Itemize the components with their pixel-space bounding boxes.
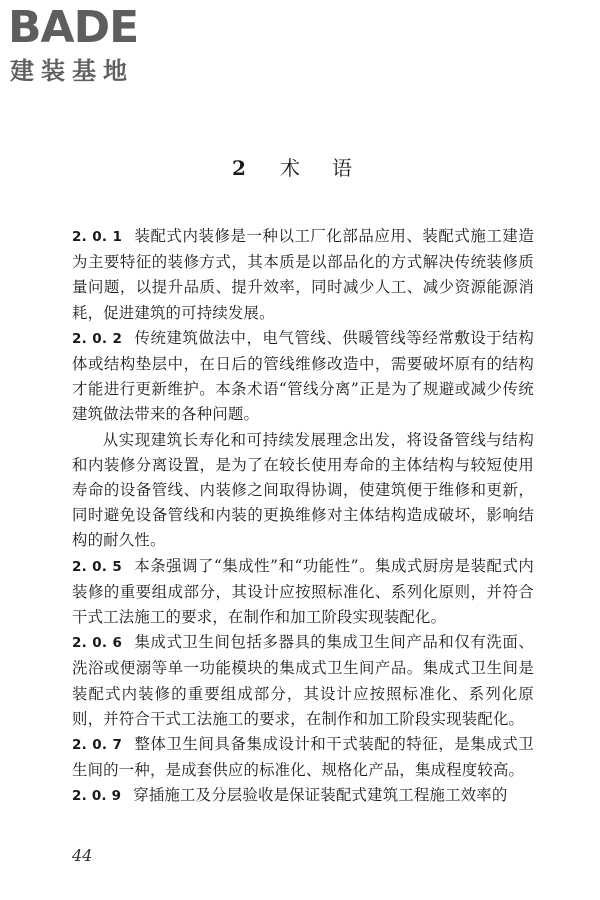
logo-wordmark: BADE [8, 2, 139, 53]
clause-2-0-5 [72, 554, 534, 631]
clause-number: 2. 0. 5 [72, 558, 122, 575]
clause-text: 集成式卫生间包括多器具的集成卫生间产品和仅有洗面、洗浴或便溺等单一功能模块的集成式卫生间产品。集成式卫生间是装配式内装修的重要组成部分，其设计应按照标准化、系列化原则，并符合干式工法施工的要求，在制作和加工阶段实现装配化。 [72, 633, 534, 728]
logo-subtitle: 建装基地 [10, 57, 134, 85]
document-body [72, 224, 534, 810]
chapter-title-char: 语 [331, 156, 352, 180]
clause-number: 2. 0. 1 [72, 229, 123, 245]
page-number: 44 [72, 846, 93, 865]
clause-2-0-7 [72, 732, 534, 783]
clause-text: 传统建筑做法中，电气管线、供暖管线等经常敷设于结构体或结构垫层中，在日后的管线维修改造中，需要破坏原有的结构才能进行更新维护。本条术语“管线分离”正是为了规避或减少传统建筑做法带来的各种问题。 [72, 328, 534, 424]
clause-text: 装配式内装修是一种以工厂化部品应用、装配式施工建造为主要特征的装修方式，其本质是以部品化的方式解决传统装修质量问题，以提升品质、提升效率，同时减少人工、减少资源能源消耗，促进建筑的可持续发展。 [72, 227, 534, 322]
bade-logo [8, 4, 178, 88]
clause-text: 穿插施工及分层验收是保证装配式建筑工程施工效率的 [133, 786, 508, 805]
clause-number: 2. 0. 9 [72, 788, 122, 805]
clause-number: 2. 0. 7 [72, 737, 123, 754]
clause-2-0-6 [72, 630, 534, 732]
clause-2-0-2 [72, 326, 534, 428]
chapter-title [0, 152, 600, 181]
clause-number: 2. 0. 2 [72, 330, 123, 347]
clause-2-0-9 [72, 783, 534, 809]
clause-2-0-1 [72, 224, 534, 326]
clause-number: 2. 0. 6 [72, 635, 123, 652]
chapter-number: 2 [232, 156, 246, 180]
clause-text: 本条强调了“集成性”和“功能性”。集成式厨房是装配式内装修的重要组成部分，其设计应按照标准化、系列化原则，并符合干式工法施工的要求，在制作和加工阶段实现装配化。 [72, 556, 534, 627]
chapter-title-char: 术 [279, 156, 300, 180]
paragraph: 从实现建筑长寿化和可持续发展理念出发，将设备管线与结构和内装修分离设置，是为了在较长使用寿命的主体结构与较短使用寿命的设备管线、内装修之间取得协调，使建筑便于维修和更新，同时避免设备管线和内装的更换维修对主体结构造成破坏，影响结构的耐久性。 [72, 430, 534, 550]
clause-text: 整体卫生间具备集成设计和干式装配的特征，是集成式卫生间的一种，是成套供应的标准化、规格化产品，集成程度较高。 [72, 735, 534, 780]
